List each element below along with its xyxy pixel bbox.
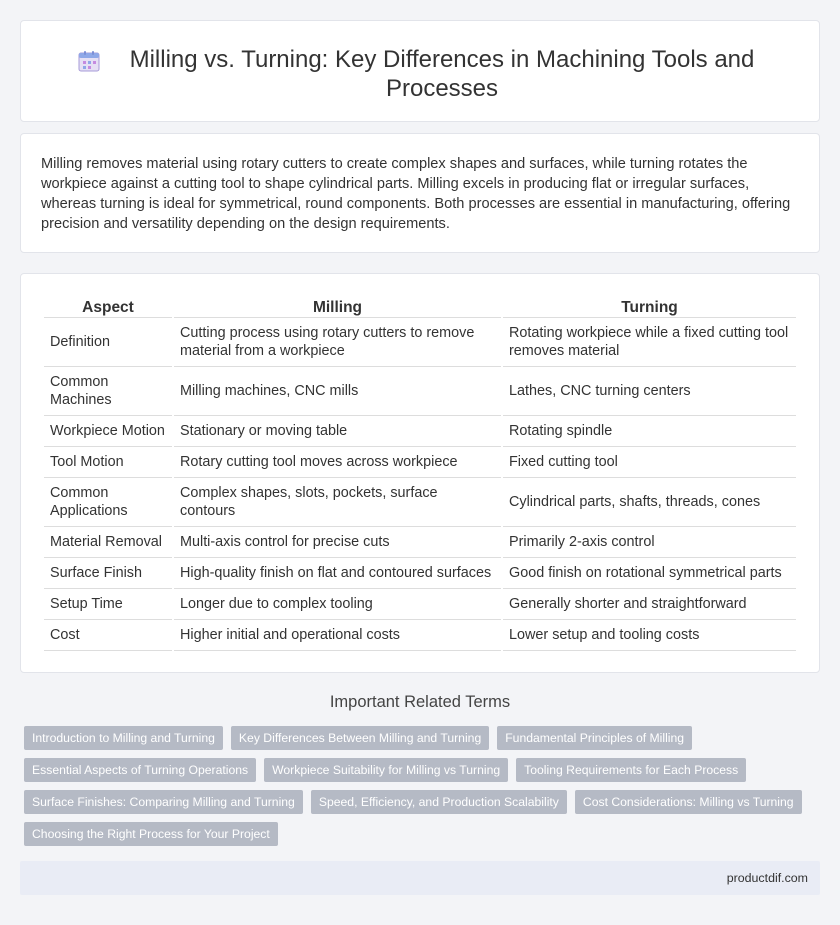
table-cell-turning: Lathes, CNC turning centers	[503, 367, 796, 416]
table-row	[44, 367, 796, 416]
related-term-tag[interactable]: Speed, Efficiency, and Production Scalability	[311, 790, 567, 814]
table-row	[44, 318, 796, 367]
table-cell-turning: Lower setup and tooling costs	[503, 620, 796, 651]
related-term-tag[interactable]: Fundamental Principles of Milling	[497, 726, 692, 750]
header-card	[20, 20, 820, 122]
summary-card	[20, 133, 820, 253]
table-cell-aspect: Surface Finish	[44, 558, 172, 589]
table-cell-milling: Multi-axis control for precise cuts	[174, 527, 501, 558]
table-cell-aspect: Workpiece Motion	[44, 416, 172, 447]
table-cell-aspect: Material Removal	[44, 527, 172, 558]
table-cell-turning: Generally shorter and straightforward	[503, 589, 796, 620]
related-terms-list	[24, 726, 824, 846]
related-term-tag[interactable]: Tooling Requirements for Each Process	[516, 758, 746, 782]
related-term-tag[interactable]: Essential Aspects of Turning Operations	[24, 758, 256, 782]
related-terms-title: Important Related Terms	[329, 693, 511, 711]
table-row	[44, 478, 796, 527]
table-cell-aspect: Definition	[44, 318, 172, 367]
table-row	[44, 527, 796, 558]
summary-text: Milling removes material using rotary cutters to create complex shapes and surfaces, while turning rotates the workpiece against a cutting tool to shape cylindrical parts. Milling excels in producing flat or irregular surfaces, whereas turning is ideal for symmetrical, round components. Both processes are essential in manufacturing, offering precision and versatility depending on the design requirements.	[41, 156, 791, 232]
calendar-icon	[78, 50, 100, 72]
related-term-tag[interactable]: Introduction to Milling and Turning	[24, 726, 223, 750]
table-header-row	[44, 294, 796, 318]
footer	[20, 861, 820, 895]
table-row	[44, 558, 796, 589]
column-header-aspect: Aspect	[44, 294, 172, 318]
table-cell-aspect: Common Applications	[44, 478, 172, 527]
table-cell-milling: Cutting process using rotary cutters to remove material from a workpiece	[174, 318, 501, 367]
table-row	[44, 589, 796, 620]
related-term-tag[interactable]: Key Differences Between Milling and Turning	[231, 726, 489, 750]
related-term-tag[interactable]: Workpiece Suitability for Milling vs Turning	[264, 758, 508, 782]
column-header-turning: Turning	[503, 294, 796, 318]
table-cell-turning: Cylindrical parts, shafts, threads, cones	[503, 478, 796, 527]
table-cell-milling: Higher initial and operational costs	[174, 620, 501, 651]
table-cell-turning: Fixed cutting tool	[503, 447, 796, 478]
table-row	[44, 447, 796, 478]
table-cell-turning: Good finish on rotational symmetrical parts	[503, 558, 796, 589]
table-cell-turning: Primarily 2-axis control	[503, 527, 796, 558]
table-cell-aspect: Setup Time	[44, 589, 172, 620]
table-row	[44, 620, 796, 651]
related-term-tag[interactable]: Surface Finishes: Comparing Milling and Turning	[24, 790, 303, 814]
table-cell-milling: Milling machines, CNC mills	[174, 367, 501, 416]
table-row	[44, 416, 796, 447]
page-title: Milling vs. Turning: Key Differences in Machining Tools and Processes	[129, 46, 755, 102]
related-term-tag[interactable]: Cost Considerations: Milling vs Turning	[575, 790, 802, 814]
table-cell-milling: Longer due to complex tooling	[174, 589, 501, 620]
table-cell-turning: Rotating spindle	[503, 416, 796, 447]
table-cell-milling: Rotary cutting tool moves across workpiece	[174, 447, 501, 478]
table-cell-turning: Rotating workpiece while a fixed cutting tool removes material	[503, 318, 796, 367]
column-header-milling: Milling	[174, 294, 501, 318]
table-cell-aspect: Tool Motion	[44, 447, 172, 478]
table-cell-milling: Complex shapes, slots, pockets, surface contours	[174, 478, 501, 527]
comparison-table	[42, 294, 798, 651]
related-term-tag[interactable]: Choosing the Right Process for Your Project	[24, 822, 278, 846]
table-cell-milling: High-quality finish on flat and contoured surfaces	[174, 558, 501, 589]
table-cell-aspect: Common Machines	[44, 367, 172, 416]
footer-site-link[interactable]: productdif.com	[726, 871, 808, 885]
table-cell-aspect: Cost	[44, 620, 172, 651]
table-cell-milling: Stationary or moving table	[174, 416, 501, 447]
comparison-table-card	[20, 273, 820, 673]
